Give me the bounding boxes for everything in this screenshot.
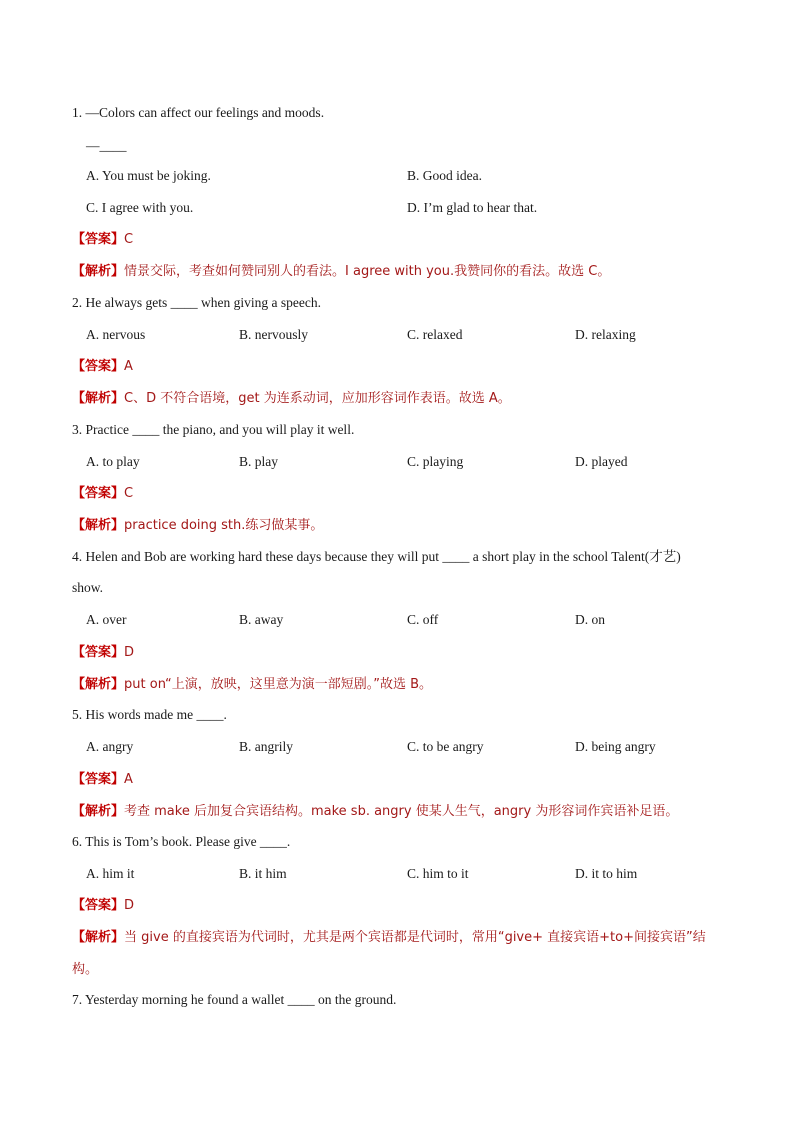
- analysis-text-continued: 构。: [72, 962, 99, 977]
- question-6-analysis-continued: [72, 960, 98, 979]
- analysis-tag: 【解析】: [72, 930, 125, 945]
- answer-value: D: [124, 898, 135, 913]
- question-3-answer: [72, 484, 133, 503]
- question-2-stem: 2. He always gets ____ when giving a speech.: [72, 295, 321, 310]
- analysis-tag: 【解析】: [72, 391, 125, 406]
- question-5-option-a: A. angry: [86, 739, 134, 754]
- question-2-option-b: B. nervously: [239, 327, 308, 342]
- question-6-analysis: [72, 928, 706, 947]
- question-5-answer: [72, 770, 133, 789]
- answer-tag: 【答案】: [72, 898, 125, 913]
- answer-tag: 【答案】: [72, 645, 125, 660]
- question-6-option-a: A. him it: [86, 866, 135, 881]
- answer-value: A: [124, 359, 133, 374]
- question-3-option-a: A. to play: [86, 454, 140, 469]
- analysis-text: practice doing sth.练习做某事。: [124, 518, 324, 533]
- answer-value: C: [124, 486, 134, 501]
- question-2-answer: [72, 357, 133, 376]
- question-7-stem: 7. Yesterday morning he found a wallet ____ on the ground.: [72, 992, 397, 1007]
- question-5-option-b: B. angrily: [239, 739, 293, 754]
- question-2-analysis: [72, 389, 511, 408]
- analysis-text: 情景交际，考查如何赞同别人的看法。I agree with you.我赞同你的看法。故选 C。: [124, 264, 611, 279]
- question-2-option-d: D. relaxing: [575, 327, 636, 342]
- question-6-stem: 6. This is Tom’s book. Please give ____.: [72, 834, 291, 849]
- answer-value: D: [124, 645, 135, 660]
- question-6-option-c: C. him to it: [407, 866, 469, 881]
- question-1-analysis: [72, 262, 610, 281]
- answer-tag: 【答案】: [72, 359, 125, 374]
- answer-value: A: [124, 772, 133, 787]
- analysis-tag: 【解析】: [72, 518, 125, 533]
- question-5-option-c: C. to be angry: [407, 739, 484, 754]
- question-4-stem-continued: show.: [72, 580, 104, 595]
- question-5-stem: 5. His words made me ____.: [72, 707, 227, 722]
- question-3-option-c: C. playing: [407, 454, 464, 469]
- analysis-text: 考查 make 后加复合宾语结构。make sb. angry 使某人生气，angry 为形容词作宾语补足语。: [124, 804, 679, 819]
- question-2-option-c: C. relaxed: [407, 327, 463, 342]
- question-2-option-a: A. nervous: [86, 327, 146, 342]
- question-3-option-d: D. played: [575, 454, 628, 469]
- question-1-option-b: B. Good idea.: [407, 168, 482, 183]
- question-4-option-d: D. on: [575, 612, 605, 627]
- question-1-option-a: A. You must be joking.: [86, 168, 211, 183]
- analysis-tag: 【解析】: [72, 804, 125, 819]
- analysis-text: put on“上演，放映，这里意为演一部短剧。”故选 B。: [124, 677, 433, 692]
- answer-value: C: [124, 232, 134, 247]
- analysis-tag: 【解析】: [72, 264, 125, 279]
- analysis-text: C、D 不符合语境，get 为连系动词，应加形容词作表语。故选 A。: [124, 391, 511, 406]
- question-5-analysis: [72, 802, 678, 821]
- question-1-option-d: D. I’m glad to hear that.: [407, 200, 538, 215]
- question-3-stem: 3. Practice ____ the piano, and you will play it well.: [72, 422, 355, 437]
- question-1-reply-blank: —____: [86, 138, 127, 153]
- analysis-text: 当 give 的直接宾语为代词时，尤其是两个宾语都是代词时，常用“give+ 直接宾语+to+间接宾语”结: [124, 930, 706, 945]
- question-4-answer: [72, 643, 134, 662]
- question-6-option-d: D. it to him: [575, 866, 638, 881]
- answer-tag: 【答案】: [72, 232, 125, 247]
- answer-tag: 【答案】: [72, 772, 125, 787]
- question-1-stem: 1. —Colors can affect our feelings and moods.: [72, 105, 325, 120]
- question-4-option-b: B. away: [239, 612, 284, 627]
- question-3-analysis: [72, 516, 323, 535]
- question-3-option-b: B. play: [239, 454, 278, 469]
- question-4-option-a: A. over: [86, 612, 127, 627]
- question-1-answer: [72, 230, 133, 249]
- question-4-analysis: [72, 675, 432, 694]
- question-6-option-b: B. it him: [239, 866, 287, 881]
- question-4-option-c: C. off: [407, 612, 439, 627]
- question-6-answer: [72, 896, 134, 915]
- analysis-tag: 【解析】: [72, 677, 125, 692]
- question-1-option-c: C. I agree with you.: [86, 200, 194, 215]
- question-5-option-d: D. being angry: [575, 739, 656, 754]
- answer-tag: 【答案】: [72, 486, 125, 501]
- question-4-stem: 4. Helen and Bob are working hard these days because they will put ____ a short play in the school Talent(才艺): [72, 549, 681, 564]
